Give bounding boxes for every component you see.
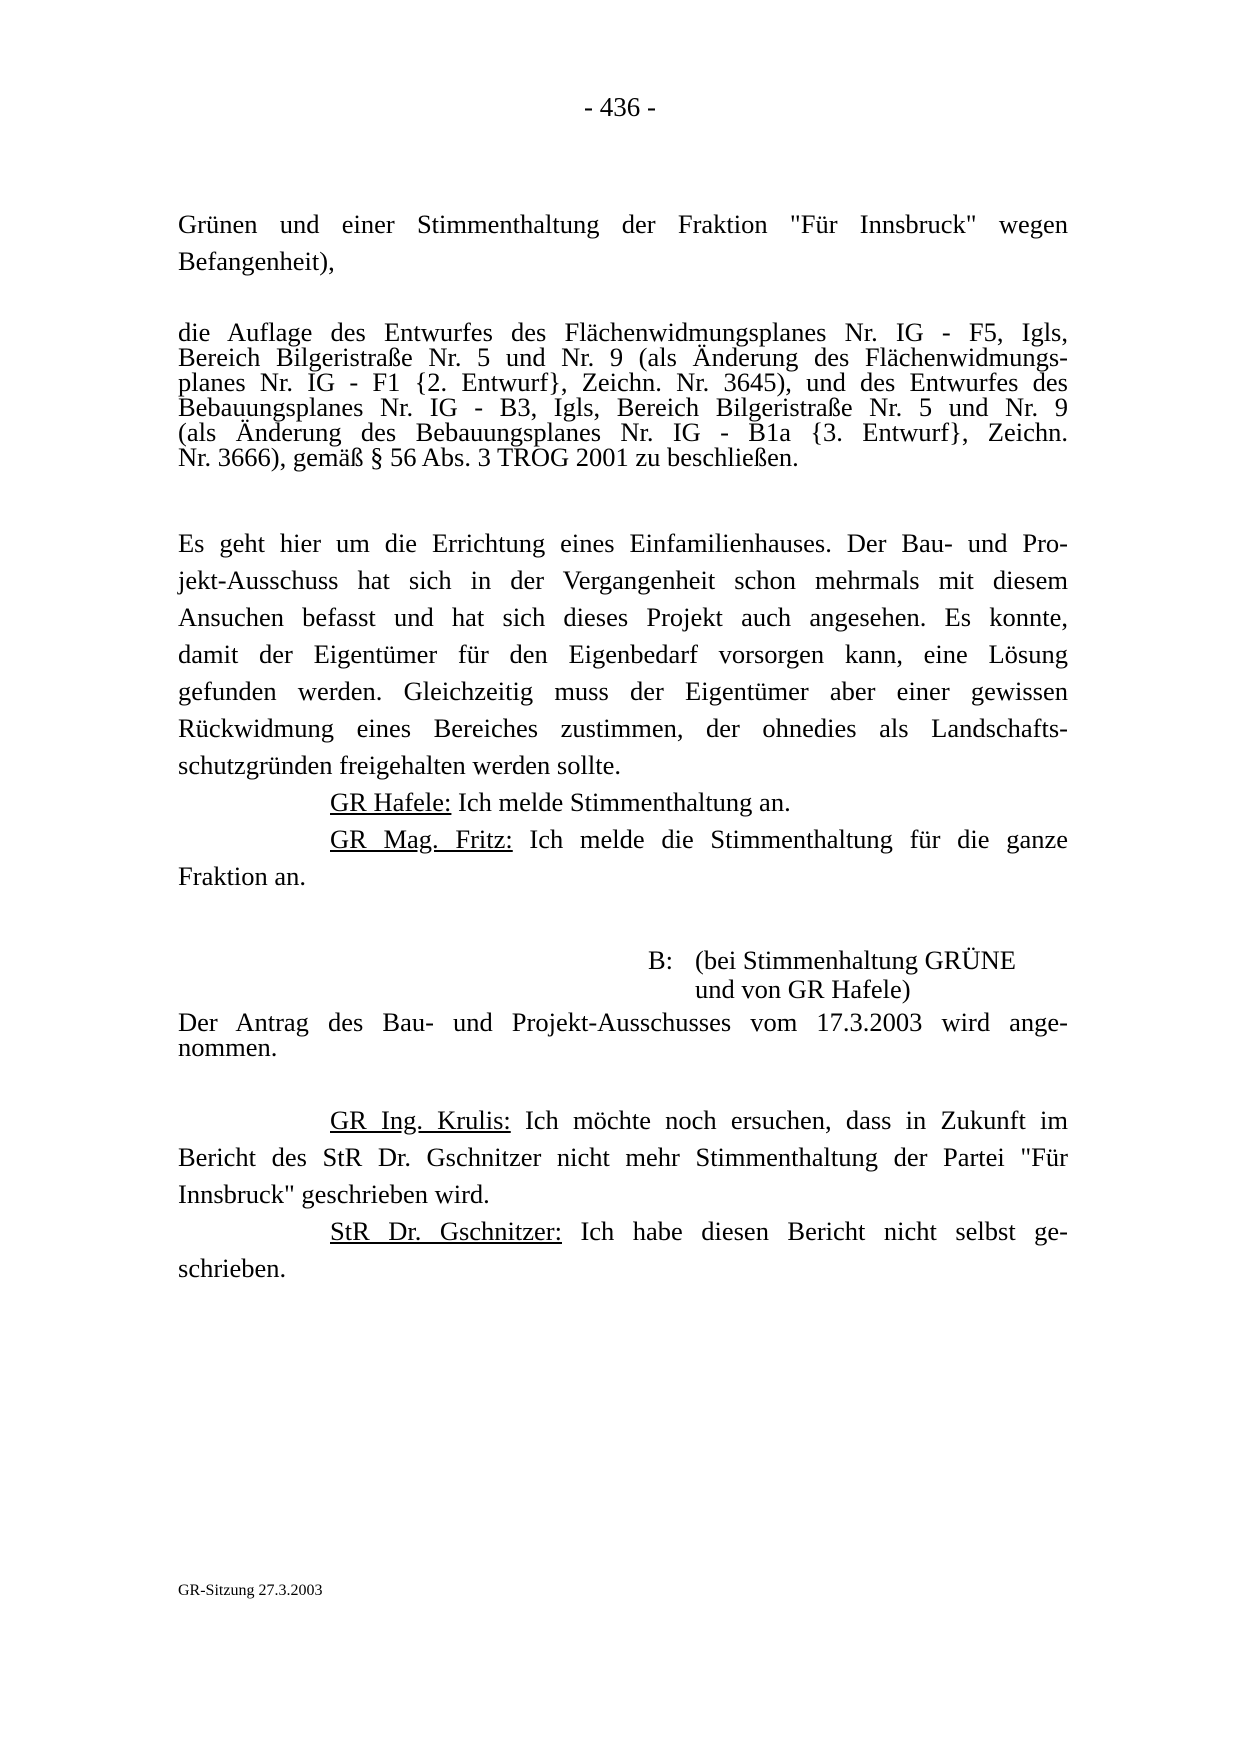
resolution-line-1: die Auflage des Entwurfes des Flächenwidmungsplanes Nr. IG - F5, Igls, [178,317,1068,347]
page-number: - 436 - [584,92,656,122]
speaker-gschnitzer: StR Dr. Gschnitzer: [330,1216,562,1246]
statement-gschnitzer [178,1213,1068,1250]
decision-line-1: Der Antrag des Bau- und Projekt-Ausschusses vom 17.3.2003 wird ange- [178,1007,1068,1037]
statement-krulis [178,1102,1068,1139]
intro-line-2: Befangenheit), [178,246,335,276]
explanation-line-3: Ansuchen befasst und hat sich dieses Projekt auch angesehen. Es konnte, [178,602,1068,632]
explanation-line-7: schutzgründen freigehalten werden sollte. [178,750,621,780]
statement-fritz-text: Ich melde die Stimmenthaltung für die ganze [512,824,1068,854]
explanation-paragraph [178,525,1068,895]
vote-result [648,946,1016,1004]
speaker-hafele: GR Hafele: [330,787,452,817]
resolution-line-6: Nr. 3666), gemäß § 56 Abs. 3 TROG 2001 zu beschließen. [178,442,799,472]
vote-line-2: und von GR Hafele) [695,974,911,1004]
statement-fritz-cont: Fraktion an. [178,861,307,891]
explanation-line-2: jekt-Ausschuss hat sich in der Vergangenheit schon mehrmals mit diesem [178,565,1068,595]
statement-hafele-text: Ich melde Stimmenthaltung an. [451,787,791,817]
explanation-line-1: Es geht hier um die Errichtung eines Einfamilienhauses. Der Bau- und Pro- [178,528,1068,558]
statement-hafele [178,784,1068,821]
statement-gschnitzer-text: Ich habe diesen Bericht nicht selbst ge- [561,1216,1068,1246]
statements-block [178,1102,1068,1287]
statement-krulis-text: Ich möchte noch ersuchen, dass in Zukunft im [510,1105,1068,1135]
speaker-krulis: GR Ing. Krulis: [330,1105,511,1135]
statement-krulis-line-3: Innsbruck" geschrieben wird. [178,1179,490,1209]
speaker-fritz: GR Mag. Fritz: [330,824,513,854]
resolution-line-5: (als Änderung des Bebauungsplanes Nr. IG - B1a {3. Entwurf}, Zeichn. [178,417,1068,447]
vote-label: B: [648,945,674,975]
footer: GR-Sitzung 27.3.2003 [178,1582,323,1599]
resolution-line-2: Bereich Bilgeristraße Nr. 5 und Nr. 9 (als Änderung des Flächenwidmungs- [178,342,1068,372]
explanation-line-5: gefunden werden. Gleichzeitig muss der Eigentümer aber einer gewissen [178,676,1068,706]
decision-line-2: nommen. [178,1032,278,1062]
resolution-paragraph [178,317,1068,472]
statement-fritz [178,821,1068,858]
statement-gschnitzer-line-2: schrieben. [178,1253,287,1283]
resolution-line-3: planes Nr. IG - F1 {2. Entwurf}, Zeichn. Nr. 3645), und des Entwurfes des [178,367,1068,397]
explanation-line-6: Rückwidmung eines Bereiches zustimmen, der ohnedies als Landschafts- [178,713,1068,743]
resolution-line-4: Bebauungsplanes Nr. IG - B3, Igls, Bereich Bilgeristraße Nr. 5 und Nr. 9 [178,392,1068,422]
intro-line-1: Grünen und einer Stimmenthaltung der Fraktion "Für Innsbruck" wegen [178,209,1068,239]
intro-paragraph [178,206,1068,280]
vote-line-1: (bei Stimmenhaltung GRÜNE [695,945,1016,975]
statement-krulis-line-2: Bericht des StR Dr. Gschnitzer nicht mehr Stimmenthaltung der Partei "Für [178,1142,1068,1172]
decision-paragraph [178,1007,1068,1062]
explanation-line-4: damit der Eigentümer für den Eigenbedarf vorsorgen kann, eine Lösung [178,639,1068,669]
